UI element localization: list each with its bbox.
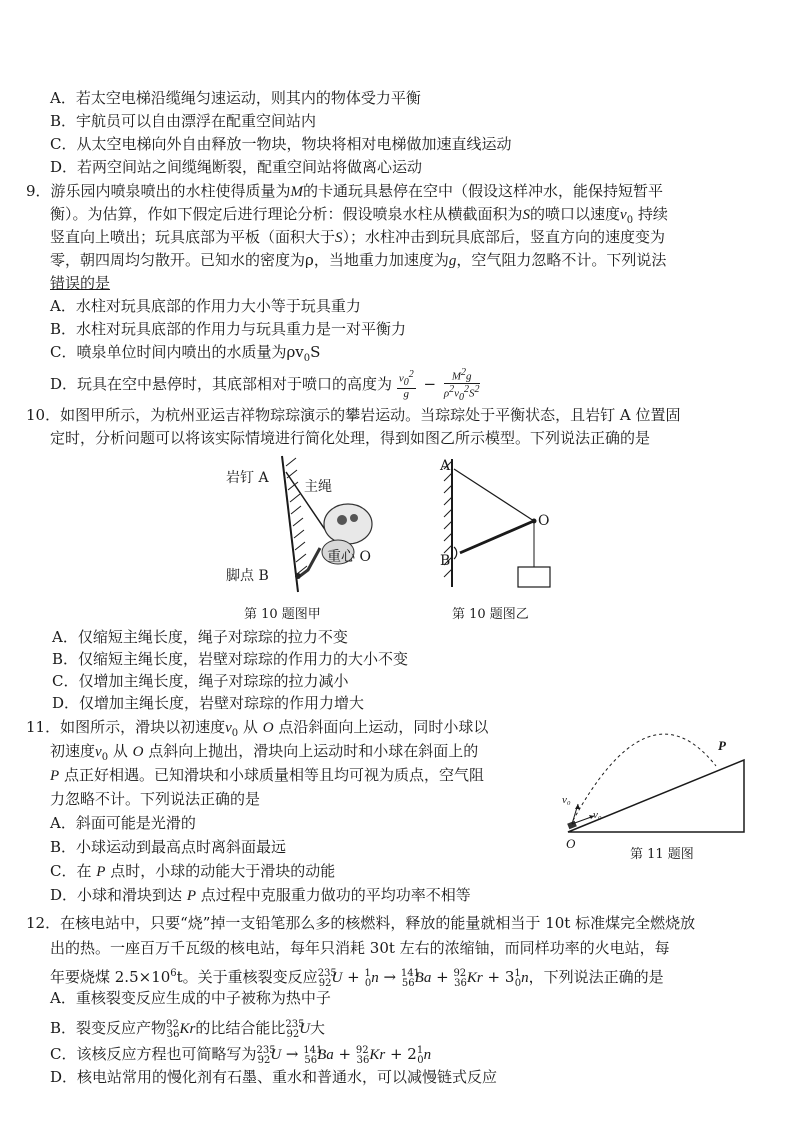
q11-point-o: O <box>132 744 144 760</box>
q9-area-symbol: S <box>522 207 531 223</box>
q9-text: 衡）。为估算，作如下假定后进行理论分析：假设喷泉水柱从横截面积为 <box>50 205 523 223</box>
q10-fig-a-label-b: 脚点 B <box>226 568 269 584</box>
q11-text: 从 <box>242 718 258 736</box>
q11-text: 点斜向上抛出，滑块向上运动时和小球在斜面上的 <box>148 742 479 760</box>
q9-line-3 <box>50 227 665 248</box>
q9-velocity-symbol: v <box>620 207 627 223</box>
q11-option-c-text: 点时，小球的动能大于滑块的动能 <box>110 862 336 880</box>
q9-text: ，空气阻力忽略不计。下列说法 <box>456 251 667 269</box>
q8-option-c: C．从太空电梯向外自由释放一物块，物块将相对电梯做加速直线运动 <box>50 135 512 153</box>
q11-option-d <box>50 885 471 906</box>
q11-option-a: A．斜面可能是光滑的 <box>50 814 196 832</box>
q10-fig-b-caption: 第 10 题图乙 <box>452 607 529 622</box>
q10-fig-b-label-o: O <box>538 513 550 529</box>
q8-option-a: A．若太空电梯沿缆绳匀速运动，则其内的物体受力平衡 <box>50 89 421 107</box>
q9-line-2: 衡）。为估算，作如下假定后进行理论分析：假设喷泉水柱从横截面积为S的喷口以速度$v_0$ 持续 <box>50 205 668 226</box>
q11-fig-label-p: P <box>718 738 726 753</box>
q8-option-b: B．宇航员可以自由漂浮在配重空间站内 <box>50 112 317 130</box>
q9-line-4 <box>50 250 666 271</box>
q10-fig-b-label-b: B <box>440 553 451 569</box>
q9-formula-frac-1: $\frac{v_0^2}{g}$ <box>398 369 414 401</box>
q9-mass-symbol: M <box>290 184 304 200</box>
q8-option-d: D．若两空间站之间缆绳断裂，配重空间站将做离心运动 <box>50 158 423 176</box>
q11-text: 11．如图所示，滑块以初速度 <box>26 718 226 736</box>
q9-text: 持续 <box>637 205 668 223</box>
q11-point-o: O <box>262 720 274 736</box>
q12-option-c-text: C．该核反应方程也可简略写为 <box>50 1045 257 1063</box>
q9-option-a: A．水柱对玩具底部的作用力大小等于玩具重力 <box>50 297 361 315</box>
q11-fig-label-v0-block: v₀ <box>593 809 602 821</box>
q12-option-d: D．核电站常用的慢化剂有石墨、重水和普通水，可以减慢链式反应 <box>50 1068 498 1086</box>
q11-fig-label-o: O <box>566 836 576 851</box>
q9-option-b: B．水柱对玩具底部的作用力与玩具重力是一对平衡力 <box>50 320 407 338</box>
q11-line-2: 初速度$v_0$ 从 O 点斜向上抛出，滑块向上运动时和小球在斜面上的 <box>50 742 479 763</box>
q11-option-c-text: C．在 <box>50 862 92 880</box>
q9-option-d: D．玩具在空中悬停时，其底部相对于喷口的高度为 $\frac{v_0^2}{g}$ − $\frac{M^2g}{\rho^2v_0^2S^2}$ <box>50 367 480 403</box>
q10-fig-b-label-a: A <box>440 458 451 474</box>
q12-option-a: A．重核裂变反应生成的中子被称为热中子 <box>50 989 331 1007</box>
q9-emphasis-wrong: 错误的是 <box>50 274 111 292</box>
q12-fission-equation: $^{235}_{92}U + ^1_0n \to ^{141}_{56}Ba + ^{92}_{36}Kr + 3^1_0n$ <box>317 968 529 989</box>
q11-line-3 <box>50 765 484 786</box>
q11-point-p: P <box>50 768 60 784</box>
q12-line-1: 12．在核电站中，只要“烧”掉一支铅笔那么多的核燃料，释放的能量就相当于 10t 标准煤完全燃烧放 <box>26 914 696 932</box>
q9-option-c-tail: S <box>310 343 321 361</box>
q9-option-c-text: C．喷泉单位时间内喷出的水质量为ρv <box>50 343 304 361</box>
q12-line-2: 出的热。一座百万千瓦级的核电站，每年只消耗 30t 左右的浓缩铀，而同样功率的火电站，每 <box>50 939 670 957</box>
q12-option-b: B．裂变反应产物$^{92}_{36}$Kr的比结合能比$^{235}_{92}$U大 <box>50 1019 326 1040</box>
q12-option-b-text: 的比结合能比 <box>195 1019 286 1037</box>
q9-gravity-symbol: g <box>448 253 457 269</box>
q12-text: t。关于重核裂变反应 <box>176 968 318 986</box>
q11-figure <box>548 720 758 850</box>
q9-text: 零，朝四周均匀散开。已知水的密度为ρ，当地重力加速度为 <box>50 251 449 269</box>
q9-text: 的喷口以速度 <box>530 205 621 223</box>
q11-fig-caption: 第 11 题图 <box>630 847 694 862</box>
q10-line-1: 10．如图甲所示，为杭州亚运吉祥物琮琮演示的攀岩运动。当琮琮处于平衡状态，且岩钉 A 位置固 <box>26 406 681 424</box>
q9-option-c: C．喷泉单位时间内喷出的水质量为$\rho v_0S$ <box>50 343 321 364</box>
q11-text: 初速度 <box>50 742 96 760</box>
q12-option-b-text: 大 <box>310 1019 326 1037</box>
q11-option-c <box>50 861 335 882</box>
q11-option-d-text: 点过程中克服重力做功的平均功率不相等 <box>200 886 471 904</box>
q12-text: ，下列说法正确的是 <box>528 968 664 986</box>
q12-option-c: C．该核反应方程也可简略写为$^{235}_{92}U \to ^{141}_{56}Ba + ^{92}_{36}Kr + 2^1_0n$ <box>50 1045 432 1066</box>
q10-option-d: D．仅增加主绳长度，岩壁对琮琮的作用力增大 <box>52 694 365 712</box>
q10-line-2: 定时，分析问题可以将该实际情境进行简化处理，得到如图乙所示模型。下列说法正确的是 <box>50 429 651 447</box>
q10-fig-a-label-rope: 主绳 <box>304 479 332 495</box>
q9-line-1 <box>26 181 663 202</box>
q9-option-d-text: D．玩具在空中悬停时，其底部相对于喷口的高度为 <box>50 374 393 393</box>
q12-text: 年要烧煤 2.5×10 <box>50 968 171 986</box>
q10-option-c: C．仅增加主绳长度，绳子对琮琮的拉力减小 <box>52 672 349 690</box>
q11-line-1: 11．如图所示，滑块以初速度$v_0$ 从 O 点沿斜面向上运动，同时小球以 <box>26 718 489 739</box>
q9-formula-frac-2: $\frac{M^2g}{\rho^2v_0^2S^2}$ <box>443 367 480 403</box>
q9-text: ）；水柱冲击到玩具底部后，竖直方向的速度变为 <box>342 228 666 246</box>
q11-point-p: P <box>96 864 106 880</box>
q9-text: 的卡通玩具悬停在空中（假设这样冲水，能保持短暂平 <box>303 182 664 200</box>
q11-text: 点正好相遇。已知滑块和小球质量相等且均可视为质点，空气阻 <box>63 766 484 784</box>
q11-option-b: B．小球运动到最高点时离斜面最远 <box>50 838 287 856</box>
q12-option-b-text: B．裂变反应产物 <box>50 1019 167 1037</box>
q10-figure-b <box>438 455 578 600</box>
q11-text: 从 <box>112 742 128 760</box>
q9-text: 竖直向上喷出；玩具底部为平板（面积大于 <box>50 228 336 246</box>
q10-fig-a-caption: 第 10 题图甲 <box>244 607 321 622</box>
q11-text: 点沿斜面向上运动，同时小球以 <box>278 718 489 736</box>
q12-exponent: 6 <box>170 968 177 979</box>
q9-area-symbol: S <box>335 230 343 246</box>
q10-option-a: A．仅缩短主绳长度，绳子对琮琮的拉力不变 <box>52 628 348 646</box>
q11-option-d-text: D．小球和滑块到达 <box>50 886 183 904</box>
q10-option-b: B．仅缩短主绳长度，岩壁对琮琮的作用力的大小不变 <box>52 650 409 668</box>
q10-fig-a-label-a: 岩钉 A <box>226 470 269 486</box>
q10-fig-a-label-center: 重心 O <box>327 549 371 565</box>
q11-fig-label-v0-ball: v₀ <box>562 794 571 806</box>
q11-point-p: P <box>186 888 196 904</box>
q11-line-4: 力忽略不计。下列说法正确的是 <box>50 790 261 808</box>
q9-text: 9．游乐园内喷泉喷出的水柱使得质量为 <box>26 182 291 200</box>
